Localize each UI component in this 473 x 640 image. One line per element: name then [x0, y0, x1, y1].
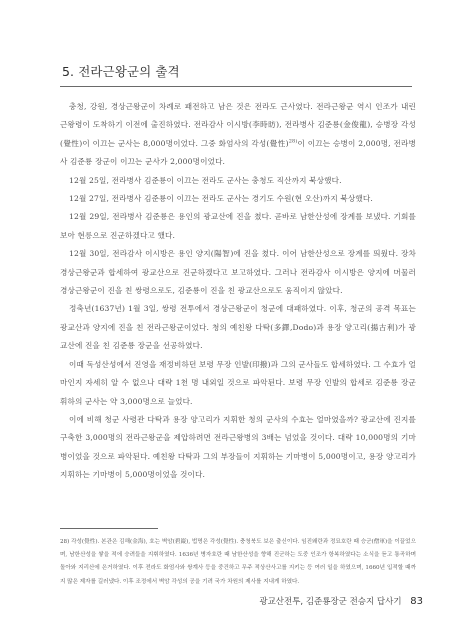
paragraph-2: 12월 25일, 전라병사 김준룡이 이끄는 전라도 군사는 충청도 직산까지 북상했다.: [69, 175, 342, 185]
footnote: 28) 각성(覺性). 본관은 김해(金海), 호는 벽암(碧巖), 법명은 각성(覺性). 충청북도 보은 출신이다. 임진왜란과 정묘호란 때 승군(僧軍)을 이끌었으며, 남한산성을 쌓을 적에 승려들을 지휘하였다. 1636년 병자호란 때 남한산성을 향해 진군하는 도중 인조가 항복하였다는 소식을 듣고 통곡하며 돌아와 지리산에 은거하였다. 이후 전라도 화엄사와 쌍계사 등을 중건하고 무주 적상산사고를 지키는 등 여러 일을 하였으며, 1660년 입적할 때까지 많은 제자를 길러냈다. 이후 조정에서 벽암 각성의 공을 기려 국가 차원의 제사를 지내게 하였다.: [60, 539, 416, 585]
paragraph-4: 12월 29일, 전라병사 김준룡은 용인의 광교산에 진을 쳤다. 곧바로 남한산성에 장계를 보냈다. 기회를 보아 현릉으로 진군하겠다고 했다.: [60, 212, 416, 240]
section-heading: 5. 전라근왕군의 출격: [62, 64, 180, 79]
footnote-reference: 28): [288, 138, 298, 145]
heading-underline: [60, 86, 412, 87]
running-title: 광교산전투, 김준룡장군 전승지 답사기: [259, 597, 402, 607]
body-text: [60, 98, 416, 485]
paragraph-1-continuation: 이 이끄는 승병이 2,000명, 전라병사 김준룡 장군이 이끄는 군사가 2,000명이었다.: [60, 138, 416, 167]
paragraph-7: 이때 독성산성에서 진영을 재정비하던 보령 무장 인발(印撥)과 그의 군사들도 합세하였다. 그 수효가 얼마인지 자세히 알 수 없으나 대략 1천 명 내외일 것으로 파악된다. 보령 무장 인발의 합세로 김준룡 장군 휘하의 군사는 약 3,000명으로 늘었다.: [60, 359, 416, 406]
paragraph-1-text: 충청, 강원, 경상근왕군이 차례로 패전하고 남은 것은 전라도 근사였다. 전라근왕군 역시 인조가 내린 근왕령이 도착하기 이전에 출진하였다. 전라감사 이시방(李時昉), 전라병사 김준룡(金俊龍), 승병장 각성(覺性)이 이끄는 군사는 8,000명이었다. 그중 화엄사의 각성(覺性): [60, 102, 416, 148]
paragraph-6: 정축년(1637년) 1월 3일, 쌍령 전투에서 경상근왕군이 청군에 대패하였다. 이후, 청군의 공격 목표는 광교산과 양지에 진을 친 전라근왕군이었다. 청의 예친왕 다탁(多鐸,Dodo)과 용장 양고리(揚古利)가 광교산에 진을 친 김준룡 장군을 선공하였다.: [60, 304, 416, 351]
page-footer: [259, 595, 423, 607]
section-heading-block: [60, 62, 415, 87]
paragraph-8: 이에 비해 청군 사령관 다탁과 용장 양고리가 지휘한 청의 군사의 수효는 얼마였을까? 광교산에 진지를 구축한 3,000명의 전라근왕군을 제압하려면 전라근왕병의 3배는 넘었을 것이다. 대략 10,000명의 기마병이었을 것으로 파악된다. 예친왕 다탁과 그의 부장들이 지휘하는 기마병이 5,000명이고, 용장 양고리가 지휘하는 기마병이 5,000명이었을 것이다.: [60, 414, 416, 480]
footnote-divider: [60, 528, 158, 529]
page-number: 83: [410, 596, 423, 607]
paragraph-3: 12월 27일, 전라병사 김준룡이 이끄는 전라도 군사는 경기도 수원(현 오산)까지 북상했다.: [69, 194, 373, 204]
paragraph-5: 12월 30일, 전라감사 이시방은 용인 양지(陽智)에 진을 쳤다. 이어 남한산성으로 장계를 띄웠다. 장차 경상근왕군과 합세하여 광교산으로 진군하겠다고 보고하였다. 그러나 전라감사 이시방은 양지에 머물러 경상근왕군이 진을 친 쌍령으로도, 김준룡이 진을 친 광교산으로도 움직이지 않았다.: [60, 249, 416, 296]
paragraph-1: [60, 98, 416, 172]
